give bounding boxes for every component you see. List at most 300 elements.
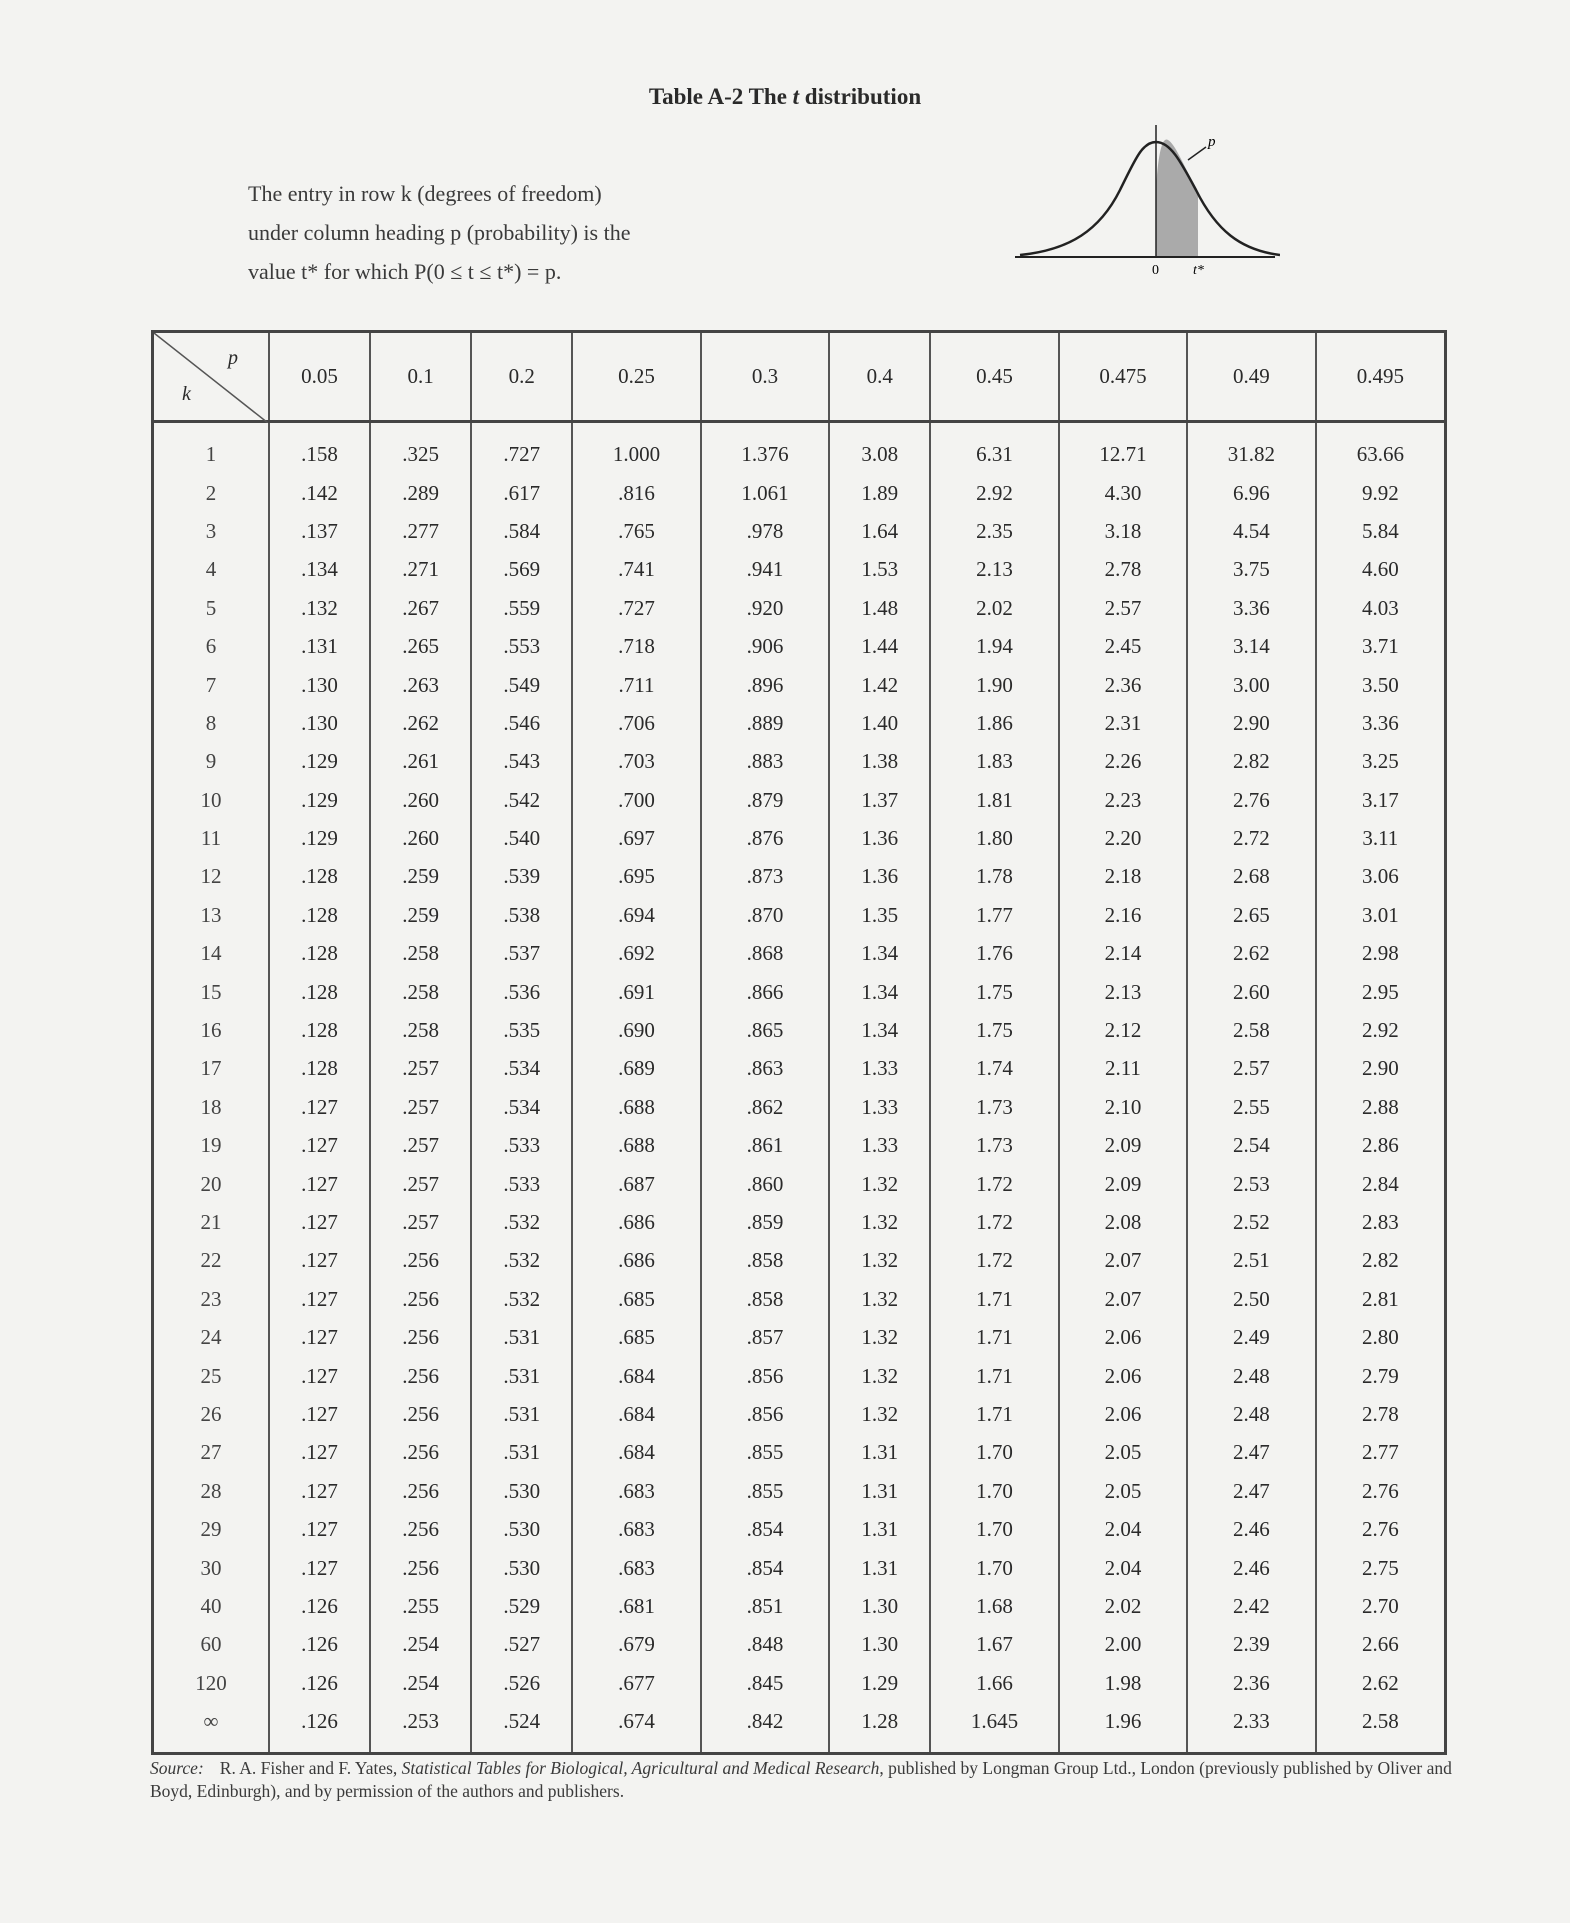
table-cell: .254 [370, 1625, 471, 1663]
table-cell: 2.75 [1316, 1548, 1446, 1586]
table-cell: 2.60 [1187, 972, 1315, 1010]
table-row [153, 1318, 1446, 1356]
table-cell: .851 [701, 1587, 829, 1625]
table-cell: .862 [701, 1088, 829, 1126]
table-cell: 2.53 [1187, 1164, 1315, 1202]
table-cell: .863 [701, 1049, 829, 1087]
table-cell: .129 [269, 781, 370, 819]
table-cell: .256 [370, 1241, 471, 1279]
table-cell: .127 [269, 1164, 370, 1202]
table-cell: 2.77 [1316, 1433, 1446, 1471]
table-cell: 6.31 [930, 422, 1058, 474]
table-cell: 1.89 [829, 473, 930, 511]
table-row [153, 934, 1446, 972]
table-cell: .559 [471, 589, 572, 627]
table-cell: .127 [269, 1510, 370, 1548]
table-cell: .690 [572, 1011, 700, 1049]
table-cell: 2.88 [1316, 1088, 1446, 1126]
table-row [153, 422, 1446, 474]
table-cell: .681 [572, 1587, 700, 1625]
table-cell: 2.80 [1316, 1318, 1446, 1356]
table-cell: 2.23 [1059, 781, 1187, 819]
table-cell: 2.05 [1059, 1433, 1187, 1471]
table-row [153, 589, 1446, 627]
table-cell: 1.94 [930, 627, 1058, 665]
table-cell: 1.70 [930, 1510, 1058, 1548]
table-cell: .542 [471, 781, 572, 819]
table-cell: .127 [269, 1548, 370, 1586]
table-cell: 1.90 [930, 665, 1058, 703]
table-cell: .260 [370, 819, 471, 857]
table-cell: 2.13 [930, 550, 1058, 588]
table-cell: .127 [269, 1318, 370, 1356]
table-cell: .265 [370, 627, 471, 665]
table-cell: .684 [572, 1433, 700, 1471]
table-cell: .127 [269, 1126, 370, 1164]
table-cell: .259 [370, 896, 471, 934]
table-cell: 1.66 [930, 1664, 1058, 1702]
table-cell: .534 [471, 1088, 572, 1126]
table-cell: 2.09 [1059, 1126, 1187, 1164]
corner-diagonal [154, 333, 268, 423]
table-cell: .546 [471, 704, 572, 742]
table-cell: .854 [701, 1548, 829, 1586]
table-cell: .845 [701, 1664, 829, 1702]
table-cell: .718 [572, 627, 700, 665]
table-cell: .883 [701, 742, 829, 780]
table-cell: .127 [269, 1088, 370, 1126]
column-header: 0.45 [930, 332, 1058, 422]
corner-cell [153, 332, 270, 422]
table-cell: .858 [701, 1241, 829, 1279]
table-cell: 1.32 [829, 1318, 930, 1356]
table-cell: .126 [269, 1625, 370, 1663]
table-cell: .536 [471, 972, 572, 1010]
table-cell: .530 [471, 1472, 572, 1510]
page-title: Table A-2 The t distribution [648, 84, 922, 109]
table-cell: .128 [269, 857, 370, 895]
table-cell: 2.79 [1316, 1356, 1446, 1394]
table-cell: .531 [471, 1318, 572, 1356]
table-cell: .129 [269, 742, 370, 780]
table-cell: .694 [572, 896, 700, 934]
table-cell: .569 [471, 550, 572, 588]
row-k-cell: 9 [153, 742, 270, 780]
table-cell: .859 [701, 1203, 829, 1241]
row-k-cell: 2 [153, 473, 270, 511]
intro-line: The entry in row k (degrees of freedom) [248, 181, 602, 206]
table-cell: 2.08 [1059, 1203, 1187, 1241]
table-cell: 1.78 [930, 857, 1058, 895]
table-cell: .128 [269, 1049, 370, 1087]
table-cell: 1.376 [701, 422, 829, 474]
table-cell: .857 [701, 1318, 829, 1356]
table-cell: .978 [701, 512, 829, 550]
table-cell: 2.36 [1059, 665, 1187, 703]
t-distribution-table [151, 330, 1447, 1755]
table-cell: 1.35 [829, 896, 930, 934]
table-cell: .684 [572, 1356, 700, 1394]
table-cell: 1.34 [829, 934, 930, 972]
table-cell: 1.30 [829, 1625, 930, 1663]
table-cell: .860 [701, 1164, 829, 1202]
table-cell: .127 [269, 1241, 370, 1279]
table-cell: 2.07 [1059, 1241, 1187, 1279]
table-cell: 2.11 [1059, 1049, 1187, 1087]
table-row [153, 1241, 1446, 1279]
table-cell: .684 [572, 1395, 700, 1433]
table-cell: 1.72 [930, 1164, 1058, 1202]
table-cell: 1.72 [930, 1203, 1058, 1241]
table-cell: 1.44 [829, 627, 930, 665]
table-cell: .531 [471, 1433, 572, 1471]
table-cell: 2.92 [930, 473, 1058, 511]
table-cell: 1.32 [829, 1241, 930, 1279]
table-cell: .842 [701, 1702, 829, 1754]
table-cell: .686 [572, 1241, 700, 1279]
table-cell: 2.90 [1187, 704, 1315, 742]
table-cell: .129 [269, 819, 370, 857]
table-cell: .257 [370, 1088, 471, 1126]
table-cell: .868 [701, 934, 829, 972]
table-cell: 2.54 [1187, 1126, 1315, 1164]
table-cell: 2.02 [1059, 1587, 1187, 1625]
table-cell: 3.08 [829, 422, 930, 474]
source-book: Statistical Tables for Biological, Agricultural and Medical Research [401, 1758, 880, 1778]
table-cell: 2.51 [1187, 1241, 1315, 1279]
table-cell: 2.46 [1187, 1548, 1315, 1586]
table-row [153, 1510, 1446, 1548]
table-cell: .256 [370, 1318, 471, 1356]
table-cell: 2.78 [1059, 550, 1187, 588]
table-cell: 2.12 [1059, 1011, 1187, 1049]
table-row [153, 972, 1446, 1010]
table-row [153, 1049, 1446, 1087]
table-cell: 1.74 [930, 1049, 1058, 1087]
table-cell: .727 [471, 422, 572, 474]
table-cell: 2.68 [1187, 857, 1315, 895]
table-cell: 1.75 [930, 972, 1058, 1010]
table-cell: 1.34 [829, 972, 930, 1010]
column-header: 0.25 [572, 332, 700, 422]
table-cell: 2.76 [1187, 781, 1315, 819]
table-cell: 2.46 [1187, 1510, 1315, 1548]
table-cell: 1.81 [930, 781, 1058, 819]
table-cell: 1.31 [829, 1472, 930, 1510]
table-cell: .131 [269, 627, 370, 665]
table-cell: 1.67 [930, 1625, 1058, 1663]
table-cell: 3.17 [1316, 781, 1446, 819]
source-label: Source: [150, 1758, 204, 1778]
row-k-cell: 22 [153, 1241, 270, 1279]
row-k-cell: 17 [153, 1049, 270, 1087]
table-cell: 1.71 [930, 1318, 1058, 1356]
table-cell: .941 [701, 550, 829, 588]
table-cell: .539 [471, 857, 572, 895]
row-k-cell: 24 [153, 1318, 270, 1356]
table-cell: .271 [370, 550, 471, 588]
table-cell: 2.02 [930, 589, 1058, 627]
intro-line: under column heading p (probability) is the [248, 220, 631, 245]
table-cell: .532 [471, 1241, 572, 1279]
table-cell: 2.50 [1187, 1280, 1315, 1318]
table-cell: .686 [572, 1203, 700, 1241]
table-cell: .254 [370, 1664, 471, 1702]
table-row [153, 1625, 1446, 1663]
table-cell: 5.84 [1316, 512, 1446, 550]
table-cell: .906 [701, 627, 829, 665]
table-cell: .697 [572, 819, 700, 857]
table-cell: 4.60 [1316, 550, 1446, 588]
table-cell: .132 [269, 589, 370, 627]
table-cell: .526 [471, 1664, 572, 1702]
table-cell: 2.26 [1059, 742, 1187, 780]
table-cell: .127 [269, 1433, 370, 1471]
table-cell: 1.31 [829, 1548, 930, 1586]
table-cell: 1.71 [930, 1395, 1058, 1433]
table-row [153, 1472, 1446, 1510]
table-cell: 2.57 [1059, 589, 1187, 627]
table-cell: .711 [572, 665, 700, 703]
table-cell: 3.36 [1187, 589, 1315, 627]
table-cell: 1.36 [829, 819, 930, 857]
table-cell: 2.31 [1059, 704, 1187, 742]
table-row [153, 1664, 1446, 1702]
table-cell: .855 [701, 1472, 829, 1510]
table-cell: .856 [701, 1356, 829, 1394]
table-cell: .127 [269, 1395, 370, 1433]
table-cell: .889 [701, 704, 829, 742]
table-cell: .137 [269, 512, 370, 550]
table-cell: .677 [572, 1664, 700, 1702]
table-cell: .876 [701, 819, 829, 857]
table-cell: .257 [370, 1126, 471, 1164]
table-cell: 2.48 [1187, 1395, 1315, 1433]
table-cell: .126 [269, 1702, 370, 1754]
row-k-cell: 12 [153, 857, 270, 895]
table-cell: 2.72 [1187, 819, 1315, 857]
table-cell: 1.33 [829, 1088, 930, 1126]
table-cell: .896 [701, 665, 829, 703]
table-cell: .257 [370, 1164, 471, 1202]
table-row [153, 665, 1446, 703]
table-cell: 1.37 [829, 781, 930, 819]
table-cell: .866 [701, 972, 829, 1010]
table-cell: .533 [471, 1164, 572, 1202]
table-cell: 3.06 [1316, 857, 1446, 895]
table-cell: .255 [370, 1587, 471, 1625]
table-cell: 2.78 [1316, 1395, 1446, 1433]
table-cell: .527 [471, 1625, 572, 1663]
row-k-cell: 7 [153, 665, 270, 703]
table-cell: 2.42 [1187, 1587, 1315, 1625]
p-label: p [1208, 134, 1216, 150]
table-cell: .259 [370, 857, 471, 895]
row-k-cell: 11 [153, 819, 270, 857]
table-cell: 2.84 [1316, 1164, 1446, 1202]
table-cell: .130 [269, 665, 370, 703]
table-cell: .689 [572, 1049, 700, 1087]
table-cell: .540 [471, 819, 572, 857]
table-cell: .553 [471, 627, 572, 665]
table-cell: 6.96 [1187, 473, 1315, 511]
table-cell: .617 [471, 473, 572, 511]
table-cell: .848 [701, 1625, 829, 1663]
column-header: 0.49 [1187, 332, 1315, 422]
table-cell: 1.32 [829, 1356, 930, 1394]
table-cell: .765 [572, 512, 700, 550]
table-row [153, 704, 1446, 742]
row-k-cell: 26 [153, 1395, 270, 1433]
table-cell: .325 [370, 422, 471, 474]
table-cell: .873 [701, 857, 829, 895]
table-cell: .257 [370, 1049, 471, 1087]
column-header: 0.475 [1059, 332, 1187, 422]
table-cell: 31.82 [1187, 422, 1315, 474]
table-cell: 2.98 [1316, 934, 1446, 972]
column-header: 0.1 [370, 332, 471, 422]
table-row [153, 1203, 1446, 1241]
table-cell: .531 [471, 1395, 572, 1433]
table-cell: 2.09 [1059, 1164, 1187, 1202]
table-cell: .865 [701, 1011, 829, 1049]
row-k-cell: 23 [153, 1280, 270, 1318]
table-cell: .127 [269, 1356, 370, 1394]
table-cell: .706 [572, 704, 700, 742]
table-cell: .267 [370, 589, 471, 627]
table-cell: .263 [370, 665, 471, 703]
table-cell: .127 [269, 1203, 370, 1241]
row-k-cell: 4 [153, 550, 270, 588]
table-cell: 3.14 [1187, 627, 1315, 665]
table-row [153, 1011, 1446, 1049]
table-row [153, 512, 1446, 550]
corner-p-label: p [228, 347, 238, 369]
table-cell: 2.57 [1187, 1049, 1315, 1087]
table-cell: .128 [269, 896, 370, 934]
table-cell: .260 [370, 781, 471, 819]
table-cell: .816 [572, 473, 700, 511]
table-cell: 2.95 [1316, 972, 1446, 1010]
table-row [153, 1280, 1446, 1318]
table-cell: 3.75 [1187, 550, 1315, 588]
row-k-cell: 5 [153, 589, 270, 627]
table-row [153, 857, 1446, 895]
table-cell: 2.55 [1187, 1088, 1315, 1126]
table-cell: .142 [269, 473, 370, 511]
table-cell: 1.64 [829, 512, 930, 550]
row-k-cell: 21 [153, 1203, 270, 1241]
table-cell: 1.32 [829, 1280, 930, 1318]
table-cell: 2.16 [1059, 896, 1187, 934]
table-cell: 1.80 [930, 819, 1058, 857]
table-cell: 3.36 [1316, 704, 1446, 742]
table-cell: .530 [471, 1548, 572, 1586]
table-cell: 4.54 [1187, 512, 1315, 550]
table-cell: 12.71 [1059, 422, 1187, 474]
table-cell: 3.11 [1316, 819, 1446, 857]
table-row [153, 1548, 1446, 1586]
table-cell: .538 [471, 896, 572, 934]
table-cell: 1.48 [829, 589, 930, 627]
row-k-cell: 120 [153, 1664, 270, 1702]
table-cell: 2.07 [1059, 1280, 1187, 1318]
row-k-cell: 60 [153, 1625, 270, 1663]
table-cell: .687 [572, 1164, 700, 1202]
table-cell: 2.65 [1187, 896, 1315, 934]
table-cell: 2.04 [1059, 1510, 1187, 1548]
table-cell: 1.72 [930, 1241, 1058, 1279]
table-cell: 1.29 [829, 1664, 930, 1702]
row-k-cell: 18 [153, 1088, 270, 1126]
table-cell: .685 [572, 1280, 700, 1318]
density-curve [1020, 142, 1280, 255]
table-cell: 1.31 [829, 1510, 930, 1548]
table-cell: .533 [471, 1126, 572, 1164]
table-cell: .691 [572, 972, 700, 1010]
row-k-cell: 19 [153, 1126, 270, 1164]
table-cell: .134 [269, 550, 370, 588]
table-cell: .257 [370, 1203, 471, 1241]
table-cell: 1.40 [829, 704, 930, 742]
table-cell: 1.33 [829, 1126, 930, 1164]
row-k-cell: 30 [153, 1548, 270, 1586]
table-row [153, 1126, 1446, 1164]
table-cell: .674 [572, 1702, 700, 1754]
table-cell: .289 [370, 473, 471, 511]
row-k-cell: 3 [153, 512, 270, 550]
table-cell: 2.70 [1316, 1587, 1446, 1625]
table-cell: 2.06 [1059, 1318, 1187, 1356]
table-cell: 1.68 [930, 1587, 1058, 1625]
table-row [153, 819, 1446, 857]
column-header: 0.3 [701, 332, 829, 422]
intro-text [248, 174, 808, 291]
table-cell: .861 [701, 1126, 829, 1164]
table-cell: .256 [370, 1280, 471, 1318]
table-body [153, 422, 1446, 1754]
table-cell: 1.71 [930, 1356, 1058, 1394]
row-k-cell: 29 [153, 1510, 270, 1548]
table-row [153, 627, 1446, 665]
table-cell: .856 [701, 1395, 829, 1433]
table-cell: 3.25 [1316, 742, 1446, 780]
table-cell: 2.58 [1187, 1011, 1315, 1049]
table-row [153, 1356, 1446, 1394]
table-cell: 1.71 [930, 1280, 1058, 1318]
table-cell: 2.52 [1187, 1203, 1315, 1241]
row-k-cell: 1 [153, 422, 270, 474]
table-cell: 2.48 [1187, 1356, 1315, 1394]
table-cell: 2.04 [1059, 1548, 1187, 1586]
table-cell: 1.32 [829, 1164, 930, 1202]
table-cell: 2.82 [1316, 1241, 1446, 1279]
table-cell: .127 [269, 1280, 370, 1318]
row-k-cell: 10 [153, 781, 270, 819]
table-cell: 1.83 [930, 742, 1058, 780]
table-cell: .688 [572, 1126, 700, 1164]
table-cell: .258 [370, 972, 471, 1010]
table-cell: .879 [701, 781, 829, 819]
table-cell: 2.76 [1316, 1510, 1446, 1548]
table-cell: 4.30 [1059, 473, 1187, 511]
row-k-cell: ∞ [153, 1702, 270, 1754]
table-cell: 1.061 [701, 473, 829, 511]
table-cell: 2.62 [1187, 934, 1315, 972]
table-cell: .256 [370, 1395, 471, 1433]
source-rest: , published by Longman Group Ltd., London (previously published by Oliver and Boyd, Edinburgh), and by permission of the authors and publishers. [150, 1758, 1452, 1801]
table-cell: .256 [370, 1433, 471, 1471]
